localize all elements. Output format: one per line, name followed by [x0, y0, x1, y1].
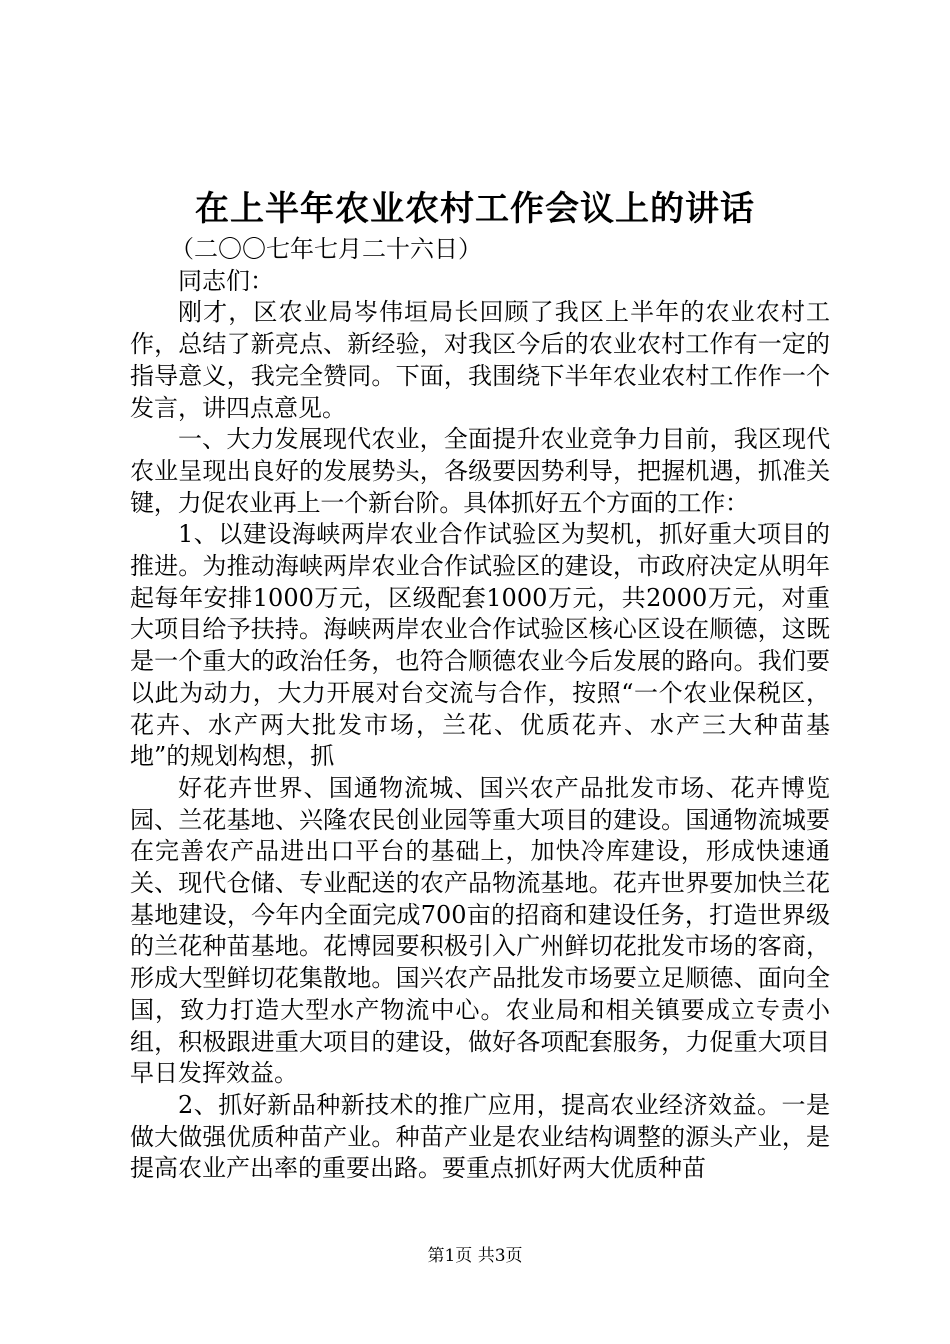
- paragraph-item-2: 2、抓好新品种新技术的推广应用，提高农业经济效益。一是做大做强优质种苗产业。种苗产业是农业结构调整的源头产业，是提高农业产出率的重要出路。要重点抓好两大优质种苗: [130, 1090, 830, 1183]
- salutation: 同志们：: [178, 266, 274, 295]
- document-body: [130, 234, 830, 1185]
- speech-date: （二〇〇七年七月二十六日）: [170, 235, 482, 263]
- paragraph-section-1: 一、大力发展现代农业，全面提升农业竞争力目前，我区现代农业呈现出良好的发展势头，各级要因势利导，把握机遇，抓准关键，力促农业再上一个新台阶。具体抓好五个方面的工作：: [130, 425, 830, 517]
- paragraph-item-1-continued: 好花卉世界、国通物流城、国兴农产品批发市场、花卉博览园、兰花基地、兴隆农民创业园等重大项目的建设。国通物流城要在完善农产品进出口平台的基础上，加快冷库建设，形成快速通关、现代仓储、专业配送的农产品物流基地。花卉世界要加快兰花基地建设，今年内全面完成700亩的招商和建设任务，打造世界级的兰花种苗基地。花博园要积极引入广州鲜切花批发市场的客商，形成大型鲜切花集散地。国兴农产品批发市场要立足顺德、面向全国，致力打造大型水产物流中心。农业局和相关镇要成立专责小组，积极跟进重大项目的建设，做好各项配套服务，力促重大项目早日发挥效益。: [130, 773, 830, 1088]
- paragraph-item-1: 1、以建设海峡两岸农业合作试验区为契机，抓好重大项目的推进。为推动海峡两岸农业合作试验区的建设，市政府决定从明年起每年安排1000万元，区级配套1000万元，共2000万元，对重大项目给予扶持。海峡两岸农业合作试验区核心区设在顺德，这既是一个重大的政治任务，也符合顺德农业今后发展的路向。我们要以此为动力，大力开展对台交流与合作，按照“一个农业保税区，花卉、水产两大批发市场，兰花、优质花卉、水产三大种苗基地”的规划构想，抓: [130, 520, 830, 771]
- document-title: 在上半年农业农村工作会议上的讲话: [195, 189, 755, 229]
- paragraph-intro: 刚才，区农业局岑伟垣局长回顾了我区上半年的农业农村工作，总结了新亮点、新经验，对我区今后的农业农村工作有一定的指导意义，我完全赞同。下面，我围绕下半年农业农村工作作一个发言，讲四点意见。: [130, 298, 830, 422]
- page-footer: 第1页 共3页: [427, 1246, 523, 1266]
